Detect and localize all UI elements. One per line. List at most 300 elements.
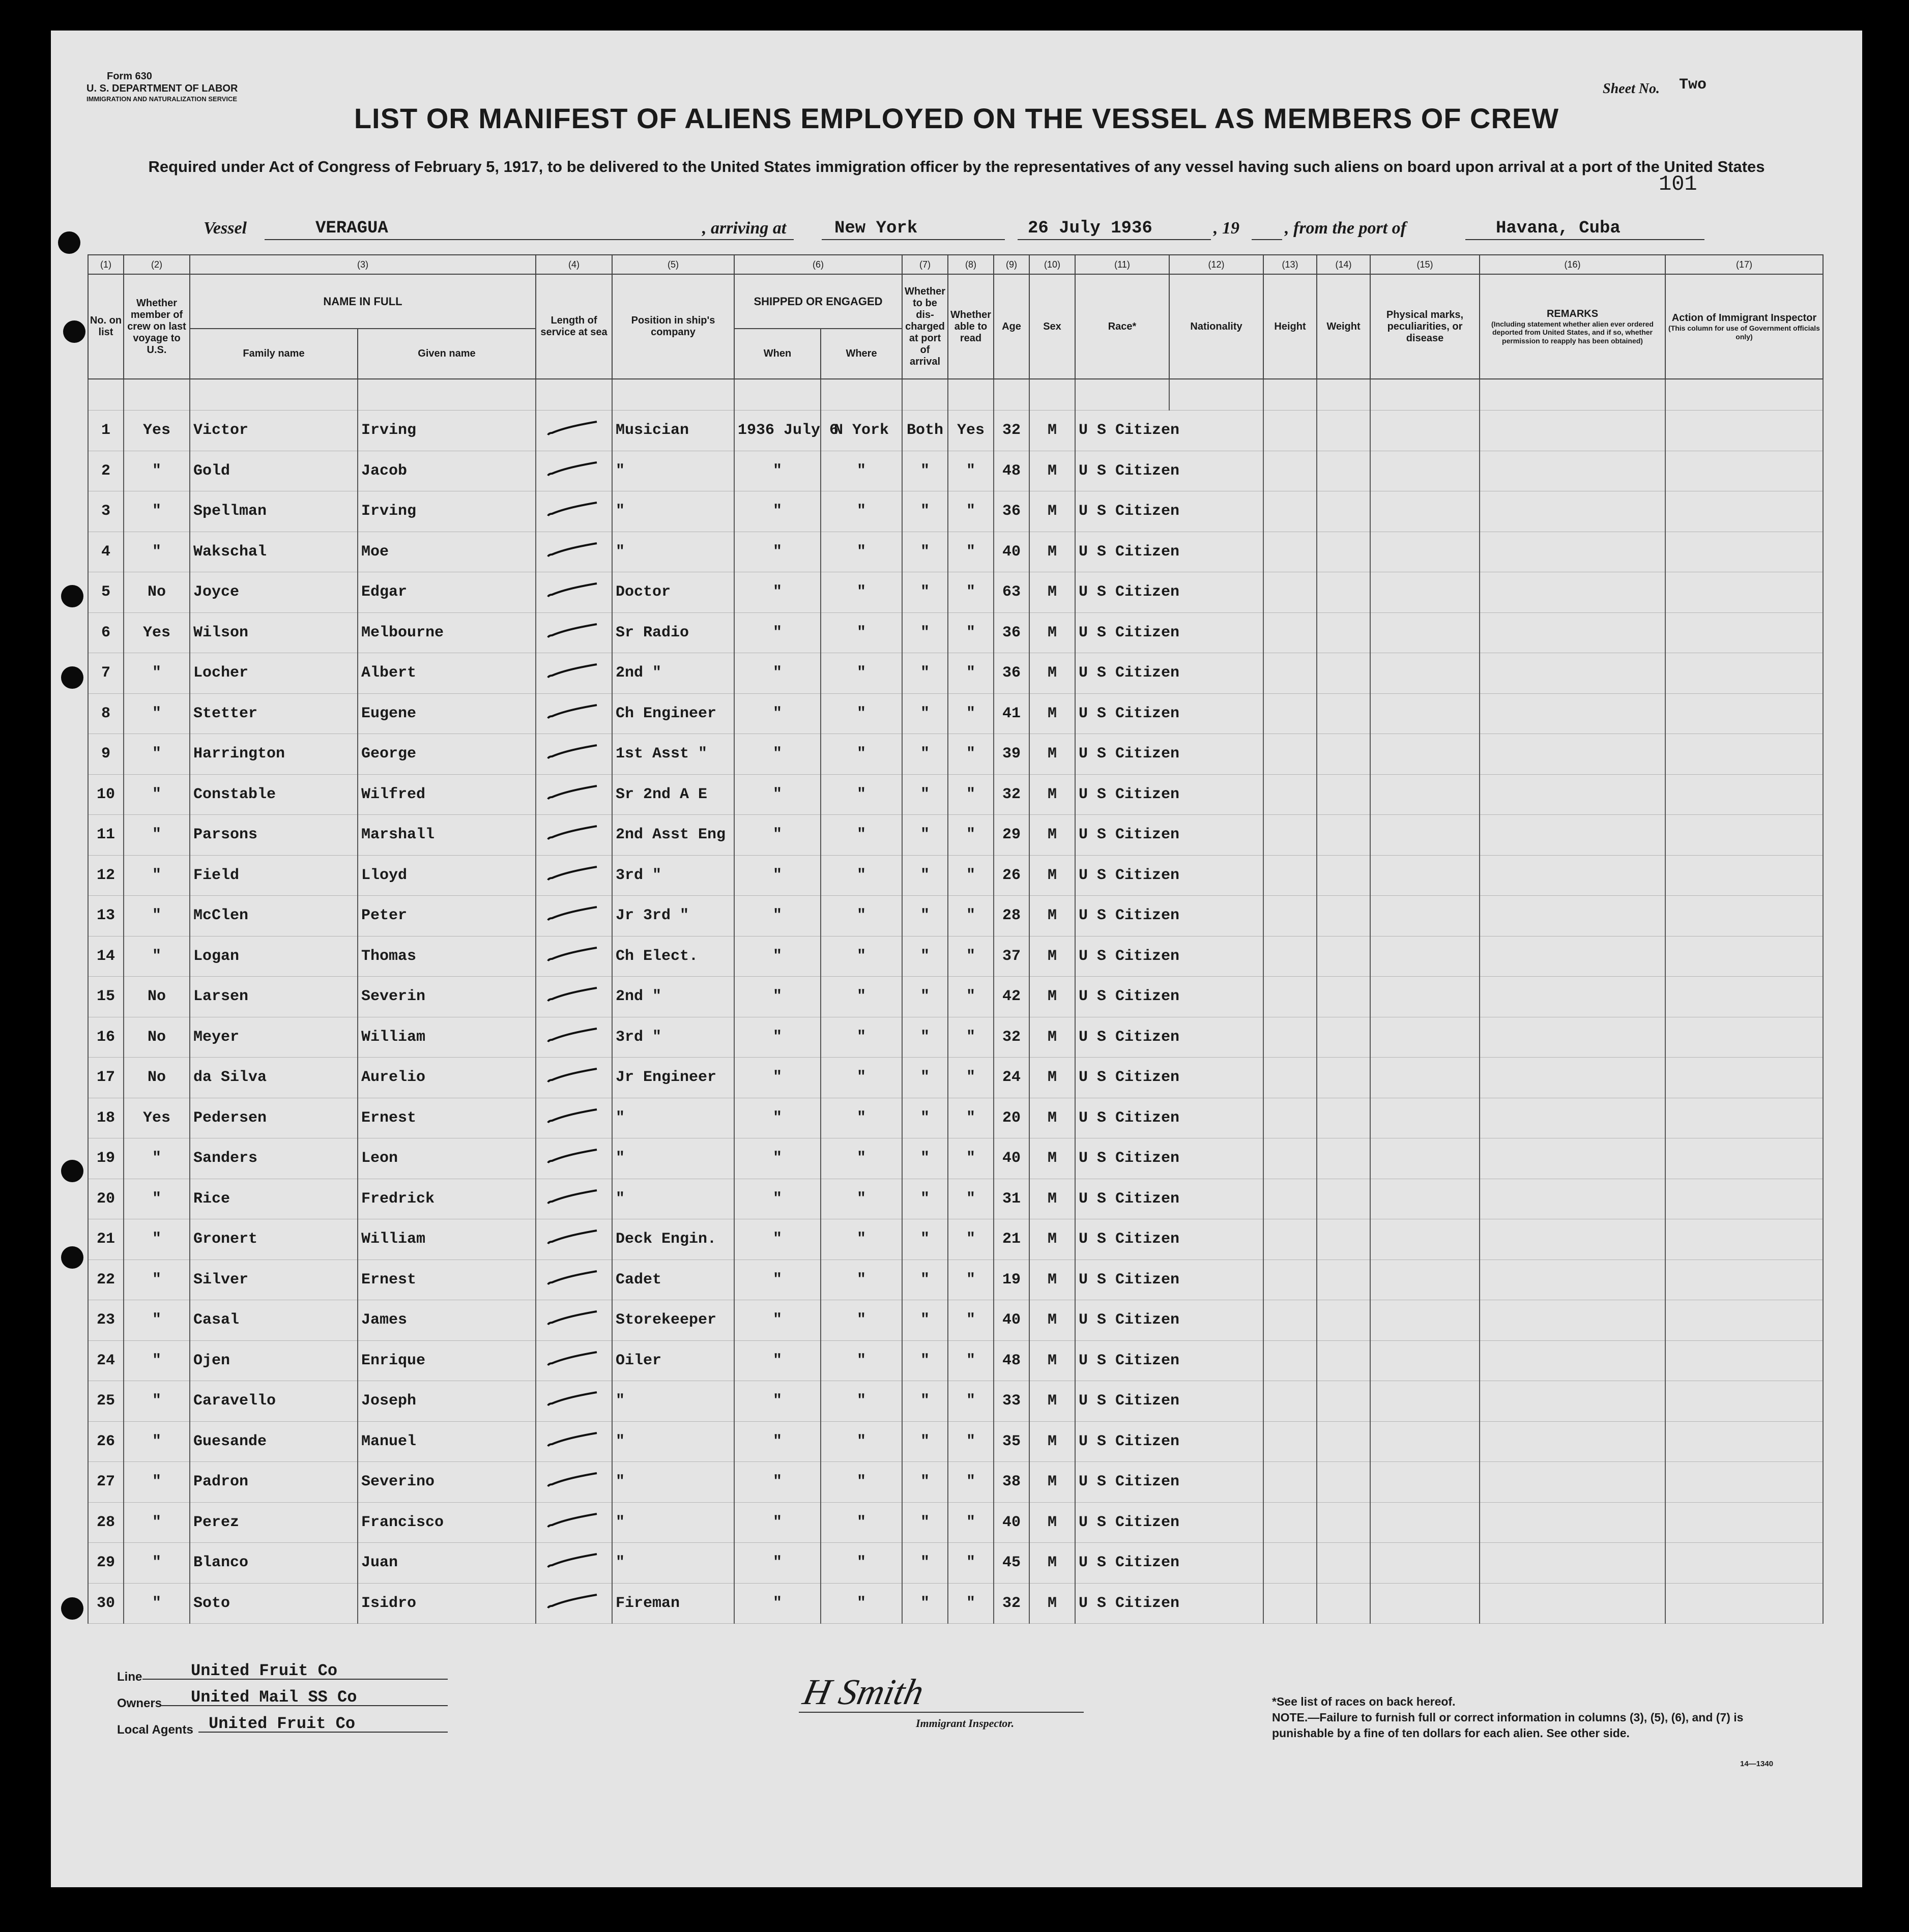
physical-marks-cell <box>1370 1583 1480 1624</box>
able-to-read-cell: " <box>948 1421 994 1462</box>
physical-marks-cell <box>1370 693 1480 734</box>
service-check-cell <box>536 1300 612 1341</box>
shipped-where-cell: " <box>821 1340 902 1381</box>
service-check-cell <box>536 1058 612 1098</box>
action-cell <box>1665 896 1823 936</box>
table-row <box>88 411 1823 451</box>
inspector-signature: H Smith <box>799 1672 928 1712</box>
able-to-read-cell: " <box>948 1462 994 1503</box>
row-number: 16 <box>88 1017 124 1058</box>
shipped-where-cell: N York <box>821 411 902 451</box>
family-name-cell: Casal <box>190 1300 358 1341</box>
race-cell: U S Citizen <box>1075 1421 1263 1462</box>
position-cell: Ch Elect. <box>612 936 734 977</box>
from-port: Havana, Cuba <box>1496 219 1621 238</box>
able-to-read-cell: " <box>948 977 994 1017</box>
shipped-where-cell: " <box>821 734 902 775</box>
height-cell <box>1263 774 1317 815</box>
able-to-read-cell: " <box>948 1179 994 1219</box>
remarks-cell <box>1480 1462 1665 1503</box>
local-agents-label: Local Agents <box>117 1723 193 1737</box>
check-mark-icon <box>546 458 602 479</box>
sex-cell: M <box>1029 1300 1075 1341</box>
action-cell <box>1665 774 1823 815</box>
shipped-where-cell: " <box>821 1300 902 1341</box>
crew-table <box>88 254 1824 1624</box>
given-name-cell: Ernest <box>358 1098 536 1138</box>
shipped-when-cell: " <box>734 774 821 815</box>
action-cell <box>1665 1583 1823 1624</box>
sex-cell: M <box>1029 977 1075 1017</box>
given-name-cell: Moe <box>358 532 536 572</box>
position-cell: " <box>612 1543 734 1584</box>
discharged-cell: " <box>902 1138 948 1179</box>
shipped-when-cell: " <box>734 1098 821 1138</box>
header-nationality: Nationality <box>1169 274 1263 379</box>
remarks-cell <box>1480 1179 1665 1219</box>
was-member-cell: " <box>124 1421 190 1462</box>
manifest-sheet <box>51 31 1862 1887</box>
table-row <box>88 1381 1823 1422</box>
service-check-cell <box>536 896 612 936</box>
sex-cell: M <box>1029 411 1075 451</box>
line-value: United Fruit Co <box>191 1661 338 1680</box>
shipped-when-cell: " <box>734 1219 821 1260</box>
race-cell: U S Citizen <box>1075 572 1263 613</box>
weight-cell <box>1317 1017 1370 1058</box>
age-cell: 26 <box>994 855 1029 896</box>
remarks-cell <box>1480 1017 1665 1058</box>
header-name-in-full: NAME IN FULL <box>190 274 536 329</box>
family-name-cell: Logan <box>190 936 358 977</box>
position-cell: " <box>612 1381 734 1422</box>
row-number: 9 <box>88 734 124 775</box>
arriving-label: , arriving at <box>702 219 787 238</box>
height-cell <box>1263 1381 1317 1422</box>
discharged-cell: " <box>902 572 948 613</box>
row-number: 4 <box>88 532 124 572</box>
was-member-cell: " <box>124 1179 190 1219</box>
punch-hole <box>61 585 83 607</box>
was-member-cell: " <box>124 451 190 491</box>
table-row <box>88 896 1823 936</box>
position-cell: Cadet <box>612 1260 734 1300</box>
discharged-cell: " <box>902 451 948 491</box>
family-name-cell: Silver <box>190 1260 358 1300</box>
empty-cell <box>902 379 948 411</box>
sex-cell: M <box>1029 1462 1075 1503</box>
height-cell <box>1263 855 1317 896</box>
empty-cell <box>190 379 358 411</box>
remarks-cell <box>1480 1421 1665 1462</box>
discharged-cell: " <box>902 693 948 734</box>
was-member-cell: " <box>124 693 190 734</box>
shipped-when-cell: " <box>734 1058 821 1098</box>
able-to-read-cell: " <box>948 1098 994 1138</box>
action-cell <box>1665 1300 1823 1341</box>
given-name-cell: Fredrick <box>358 1179 536 1219</box>
discharged-cell: " <box>902 612 948 653</box>
table-row <box>88 1017 1823 1058</box>
family-name-cell: Guesande <box>190 1421 358 1462</box>
row-number: 7 <box>88 653 124 694</box>
remarks-cell <box>1480 1219 1665 1260</box>
shipped-where-cell: " <box>821 1381 902 1422</box>
shipped-when-cell: 1936 July 6 <box>734 411 821 451</box>
given-name-cell: Ernest <box>358 1260 536 1300</box>
shipped-when-cell: " <box>734 572 821 613</box>
line-label: Line <box>117 1670 142 1684</box>
weight-cell <box>1317 1462 1370 1503</box>
check-mark-icon <box>546 1024 602 1045</box>
shipped-where-cell: " <box>821 774 902 815</box>
age-cell: 21 <box>994 1219 1029 1260</box>
action-cell <box>1665 1058 1823 1098</box>
weight-cell <box>1317 1583 1370 1624</box>
sex-cell: M <box>1029 451 1075 491</box>
position-cell: " <box>612 1462 734 1503</box>
position-cell: " <box>612 1421 734 1462</box>
race-cell: U S Citizen <box>1075 491 1263 532</box>
weight-cell <box>1317 1381 1370 1422</box>
header-when: When <box>734 329 821 379</box>
weight-cell <box>1317 977 1370 1017</box>
race-cell: U S Citizen <box>1075 612 1263 653</box>
punch-hole <box>63 320 85 343</box>
position-cell: Sr 2nd A E <box>612 774 734 815</box>
shipped-where-cell: " <box>821 612 902 653</box>
remarks-cell <box>1480 1058 1665 1098</box>
able-to-read-cell: " <box>948 1260 994 1300</box>
shipped-where-cell: " <box>821 1421 902 1462</box>
height-cell <box>1263 936 1317 977</box>
family-name-cell: Rice <box>190 1179 358 1219</box>
header-physical-marks: Physical marks, peculiarities, or disease <box>1370 274 1480 379</box>
check-mark-icon <box>546 1429 602 1449</box>
height-cell <box>1263 1300 1317 1341</box>
given-name-cell: Melbourne <box>358 612 536 653</box>
remarks-cell <box>1480 653 1665 694</box>
service-check-cell <box>536 1340 612 1381</box>
family-name-cell: Wilson <box>190 612 358 653</box>
check-mark-icon <box>546 539 602 560</box>
header-action <box>1665 274 1823 379</box>
position-cell: 1st Asst " <box>612 734 734 775</box>
punch-hole <box>61 1160 83 1182</box>
age-cell: 41 <box>994 693 1029 734</box>
table-row <box>88 451 1823 491</box>
position-cell: " <box>612 1098 734 1138</box>
col-num: (7) <box>902 255 948 274</box>
table-row <box>88 572 1823 613</box>
was-member-cell: " <box>124 1340 190 1381</box>
position-cell: Fireman <box>612 1583 734 1624</box>
empty-cell <box>1370 379 1480 411</box>
discharged-cell: " <box>902 1219 948 1260</box>
given-name-cell: George <box>358 734 536 775</box>
race-cell: U S Citizen <box>1075 734 1263 775</box>
shipped-when-cell: " <box>734 896 821 936</box>
check-mark-icon <box>546 1186 602 1207</box>
action-cell <box>1665 612 1823 653</box>
table-row <box>88 653 1823 694</box>
remarks-cell <box>1480 1340 1665 1381</box>
height-cell <box>1263 896 1317 936</box>
action-cell <box>1665 1462 1823 1503</box>
family-name-cell: McClen <box>190 896 358 936</box>
family-name-cell: Sanders <box>190 1138 358 1179</box>
service-check-cell <box>536 1260 612 1300</box>
header-where: Where <box>821 329 902 379</box>
header-remarks <box>1480 274 1665 379</box>
family-name-cell: Padron <box>190 1462 358 1503</box>
empty-cell <box>88 379 124 411</box>
department-name: U. S. DEPARTMENT OF LABOR <box>86 83 238 94</box>
remarks-cell <box>1480 612 1665 653</box>
weight-cell <box>1317 1340 1370 1381</box>
race-cell: U S Citizen <box>1075 1502 1263 1543</box>
action-cell <box>1665 1543 1823 1584</box>
shipped-where-cell: " <box>821 653 902 694</box>
service-check-cell <box>536 1219 612 1260</box>
position-cell: " <box>612 491 734 532</box>
height-cell <box>1263 693 1317 734</box>
family-name-cell: Larsen <box>190 977 358 1017</box>
header-family-name: Family name <box>190 329 358 379</box>
shipped-where-cell: " <box>821 491 902 532</box>
shipped-where-cell: " <box>821 1260 902 1300</box>
age-cell: 40 <box>994 532 1029 572</box>
table-row <box>88 1260 1823 1300</box>
from-port-label: , from the port of <box>1285 219 1406 238</box>
height-cell <box>1263 491 1317 532</box>
header-given-name: Given name <box>358 329 536 379</box>
physical-marks-cell <box>1370 1543 1480 1584</box>
weight-cell <box>1317 1179 1370 1219</box>
action-cell <box>1665 1421 1823 1462</box>
sex-cell: M <box>1029 1340 1075 1381</box>
discharged-cell: " <box>902 1543 948 1584</box>
family-name-cell: Constable <box>190 774 358 815</box>
service-check-cell <box>536 532 612 572</box>
weight-cell <box>1317 572 1370 613</box>
weight-cell <box>1317 612 1370 653</box>
was-member-cell: No <box>124 1058 190 1098</box>
remarks-cell <box>1480 1260 1665 1300</box>
age-cell: 36 <box>994 653 1029 694</box>
age-cell: 20 <box>994 1098 1029 1138</box>
sex-cell: M <box>1029 1260 1075 1300</box>
check-mark-icon <box>546 620 602 640</box>
service-check-cell <box>536 855 612 896</box>
service-name: IMMIGRATION AND NATURALIZATION SERVICE <box>86 95 238 103</box>
race-cell: U S Citizen <box>1075 1260 1263 1300</box>
table-row <box>88 815 1823 856</box>
age-cell: 42 <box>994 977 1029 1017</box>
physical-marks-cell <box>1370 774 1480 815</box>
punch-hole <box>61 1246 83 1269</box>
empty-cell <box>1480 379 1665 411</box>
position-cell: Doctor <box>612 572 734 613</box>
given-name-cell: Severino <box>358 1462 536 1503</box>
discharged-cell: " <box>902 491 948 532</box>
weight-cell <box>1317 855 1370 896</box>
shipped-where-cell: " <box>821 1138 902 1179</box>
empty-cell <box>1665 379 1823 411</box>
table-row <box>88 1219 1823 1260</box>
given-name-cell: Edgar <box>358 572 536 613</box>
age-cell: 45 <box>994 1543 1029 1584</box>
footnote <box>1272 1694 1781 1741</box>
service-check-cell <box>536 1421 612 1462</box>
service-check-cell <box>536 1179 612 1219</box>
remarks-cell <box>1480 491 1665 532</box>
able-to-read-cell: " <box>948 572 994 613</box>
col-num: (9) <box>994 255 1029 274</box>
check-mark-icon <box>546 944 602 964</box>
age-cell: 32 <box>994 411 1029 451</box>
shipped-where-cell: " <box>821 896 902 936</box>
able-to-read-cell: " <box>948 612 994 653</box>
height-cell <box>1263 411 1317 451</box>
able-to-read-cell: " <box>948 896 994 936</box>
physical-marks-cell <box>1370 491 1480 532</box>
family-name-cell: Gold <box>190 451 358 491</box>
was-member-cell: No <box>124 977 190 1017</box>
weight-cell <box>1317 734 1370 775</box>
physical-marks-cell <box>1370 1017 1480 1058</box>
row-number: 3 <box>88 491 124 532</box>
race-cell: U S Citizen <box>1075 693 1263 734</box>
physical-marks-cell <box>1370 1219 1480 1260</box>
arrival-port: New York <box>834 219 918 238</box>
family-name-cell: Caravello <box>190 1381 358 1422</box>
age-cell: 24 <box>994 1058 1029 1098</box>
race-cell: U S Citizen <box>1075 411 1263 451</box>
race-cell: U S Citizen <box>1075 1219 1263 1260</box>
inspector-label: Immigrant Inspector. <box>916 1717 1015 1730</box>
owners-label: Owners <box>117 1696 162 1710</box>
punch-hole <box>58 231 80 254</box>
weight-cell <box>1317 451 1370 491</box>
empty-cell <box>734 379 821 411</box>
height-cell <box>1263 1179 1317 1219</box>
height-cell <box>1263 734 1317 775</box>
remarks-subtitle: (Including statement whether alien ever ordered deported from United States, and if so, whether permission to reapply has been obtained) <box>1491 320 1654 345</box>
empty-cell <box>1075 379 1169 411</box>
sex-cell: M <box>1029 1058 1075 1098</box>
given-name-cell: Leon <box>358 1138 536 1179</box>
vessel-label: Vessel <box>204 219 247 238</box>
position-cell: 2nd " <box>612 977 734 1017</box>
remarks-cell <box>1480 1138 1665 1179</box>
given-name-cell: Francisco <box>358 1502 536 1543</box>
sex-cell: M <box>1029 1219 1075 1260</box>
height-cell <box>1263 1219 1317 1260</box>
action-cell <box>1665 936 1823 977</box>
age-cell: 37 <box>994 936 1029 977</box>
col-num: (4) <box>536 255 612 274</box>
was-member-cell: " <box>124 1260 190 1300</box>
race-cell: U S Citizen <box>1075 774 1263 815</box>
shipped-when-cell: " <box>734 936 821 977</box>
family-name-cell: Blanco <box>190 1543 358 1584</box>
row-number: 24 <box>88 1340 124 1381</box>
shipped-when-cell: " <box>734 1502 821 1543</box>
discharged-cell: " <box>902 653 948 694</box>
sex-cell: M <box>1029 936 1075 977</box>
given-name-cell: Lloyd <box>358 855 536 896</box>
height-cell <box>1263 1340 1317 1381</box>
page-subtitle: Required under Act of Congress of February 5, 1917, to be delivered to the United States immigration officer by the representatives of any vessel having such aliens on board upon arrival at a port of the United States <box>148 158 1765 175</box>
service-check-cell <box>536 693 612 734</box>
action-cell <box>1665 491 1823 532</box>
remarks-title: REMARKS <box>1546 308 1599 320</box>
physical-marks-cell <box>1370 855 1480 896</box>
form-number: Form 630 <box>107 71 152 82</box>
weight-cell <box>1317 1502 1370 1543</box>
given-name-cell: Severin <box>358 977 536 1017</box>
header-length-service: Length of service at sea <box>536 274 612 379</box>
given-name-cell: Aurelio <box>358 1058 536 1098</box>
footnote-penalty: NOTE.—Failure to furnish full or correct information in columns (3), (5), (6), and (7) is punishable by a fine of ten dollars for each alien. See other side. <box>1272 1711 1744 1740</box>
action-cell <box>1665 855 1823 896</box>
age-cell: 32 <box>994 1017 1029 1058</box>
shipped-when-cell: " <box>734 1421 821 1462</box>
year-label: , 19 <box>1213 219 1239 238</box>
physical-marks-cell <box>1370 1340 1480 1381</box>
remarks-cell <box>1480 936 1665 977</box>
sheet-number: Two <box>1679 76 1707 94</box>
table-row <box>88 1502 1823 1543</box>
row-number: 19 <box>88 1138 124 1179</box>
check-mark-icon <box>546 1348 602 1368</box>
punch-hole <box>61 666 83 689</box>
shipped-when-cell: " <box>734 491 821 532</box>
shipped-where-cell: " <box>821 855 902 896</box>
given-name-cell: William <box>358 1017 536 1058</box>
given-name-cell: Marshall <box>358 815 536 856</box>
check-mark-icon <box>546 1307 602 1328</box>
action-cell <box>1665 1260 1823 1300</box>
was-member-cell: " <box>124 936 190 977</box>
race-cell: U S Citizen <box>1075 815 1263 856</box>
family-name-cell: Pedersen <box>190 1098 358 1138</box>
race-cell: U S Citizen <box>1075 1017 1263 1058</box>
service-check-cell <box>536 653 612 694</box>
sex-cell: M <box>1029 612 1075 653</box>
sex-cell: M <box>1029 1421 1075 1462</box>
sex-cell: M <box>1029 572 1075 613</box>
race-cell: U S Citizen <box>1075 936 1263 977</box>
header-was-member: Whether member of crew on last voyage to U.S. <box>124 274 190 379</box>
row-number: 12 <box>88 855 124 896</box>
given-name-cell: Irving <box>358 491 536 532</box>
age-cell: 40 <box>994 1502 1029 1543</box>
physical-marks-cell <box>1370 411 1480 451</box>
row-number: 10 <box>88 774 124 815</box>
weight-cell <box>1317 653 1370 694</box>
table-row <box>88 1138 1823 1179</box>
service-check-cell <box>536 936 612 977</box>
header-no-on-list: No. on list <box>88 274 124 379</box>
empty-cell <box>1263 379 1317 411</box>
able-to-read-cell: " <box>948 1583 994 1624</box>
physical-marks-cell <box>1370 572 1480 613</box>
height-cell <box>1263 1260 1317 1300</box>
able-to-read-cell: " <box>948 774 994 815</box>
shipped-when-cell: " <box>734 693 821 734</box>
